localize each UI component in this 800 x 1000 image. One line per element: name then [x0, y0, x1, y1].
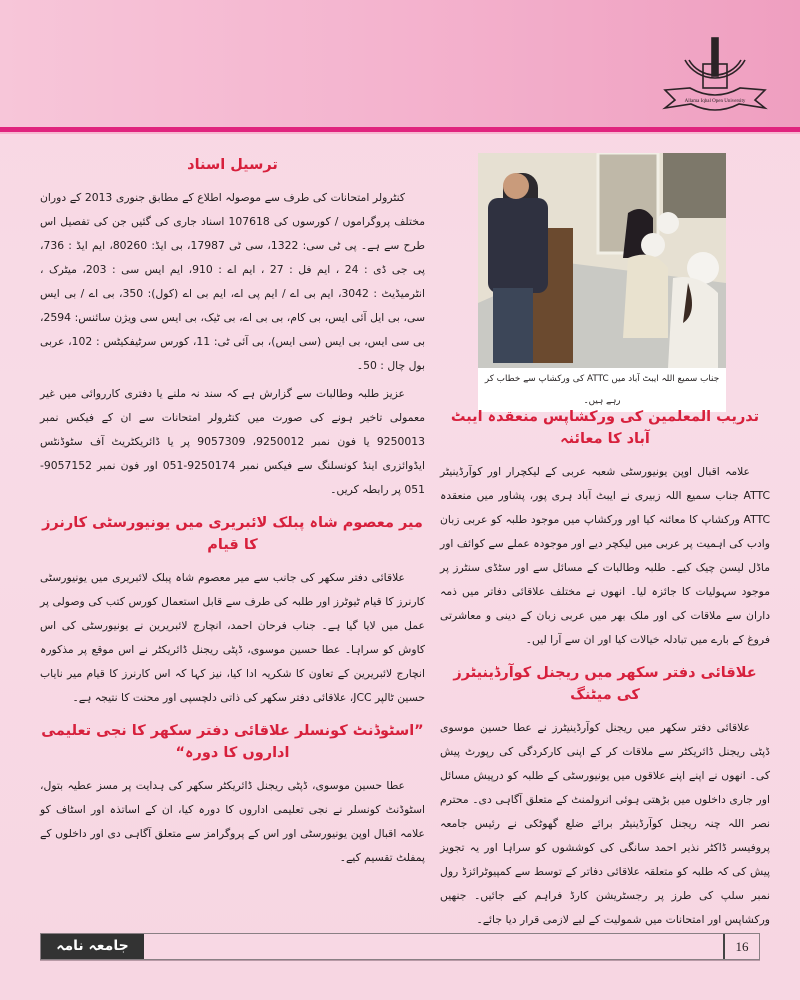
text-line: تعاون کا شکریہ ادا کیا، نیز کہا کہ اس کارنرز کا قیام میر نایاب حسین ٹالپر JCC، علاقائی [40, 667, 425, 704]
section-title-coordinators-meeting: علاقائی دفتر سکھر میں ریجنل کوآرڈینیٹرز کی میٹنگ [453, 665, 757, 703]
text-line: گیا ہے۔ جناب فرحان احمد، انچارج لائبریرین نے یونیورسٹی کی اس کاوش کو سراہا۔ [40, 619, 426, 656]
text-line: عطا حسین موسوی، ڈپٹی ریجنل ڈائریکٹر نے اس موقع پر مذکورہ انچارج لائبریرین کے [40, 643, 425, 680]
text-line: علاقوں میں یونیورسٹی کے طلبہ کو درپیش مسائل اور جاری داخلوں میں بڑھتی ہوئی [440, 769, 770, 806]
text-line: اور موجودہ عملے سے کوائف اور ماڈل لیسن چیک کیے۔ طلبہ وطالبات کے مسائل سے اور [440, 537, 770, 574]
text-line: تبادلہ خیالات کیا اور ان سے آرا لیں۔ [525, 633, 687, 646]
degrees-paragraph-1 [40, 186, 425, 378]
text-line: رئیس جامعہ پروفیسر ڈاکٹر نذیر احمد سانگی کی کوششوں کو سراہا اور یہ تجویز پیش کی کہ طلبہ کو [440, 817, 770, 878]
text-line: انرولمنٹ کے متعلق آگاہی دی۔ محترم نصر اللہ چنہ ریجنل کوآرڈینیٹر برائے ضلع گھوٹکی نے [440, 793, 770, 830]
text-line: معائنہ کیا اور ورکشاپ میں موجود طلبہ کو عربی زبان وادب کی اہمیت پر عربی میں لیکچر دیے [440, 513, 771, 550]
text-line: طرح سے ہے۔ پی ٹی سی: 1322، سی ٹی 17987، بی ایڈ: 80260، ایم ایڈ : [68, 239, 426, 252]
left-column [40, 144, 425, 874]
text-line: سٹڈی سنٹرز پر موجود سہولیات کا جائزہ لیا۔ انھوں نے مختلف علاقائی دفاتر میں ذمہ داران [440, 561, 770, 622]
library-paragraph [40, 566, 425, 710]
text-line: علامہ اقبال اوپن یونیورسٹی شعبہ عربی کے لیکچرار اور کوآرڈینیٹر ATTC [440, 465, 770, 502]
workshop-photo [478, 153, 726, 368]
text-line: یونیورسٹی اور اس کے پروگرامز سے متعلق آگاہی دی اور داخلوں کے پمفلٹ تقسیم کیے۔ [40, 827, 425, 864]
text-line: ٹیک، بی ایس سی ویژن سائنس: 2594، بی سی ایس، بی ایس (سی ایس)، بی آئی [40, 311, 426, 348]
text-line: علاقائی دفتر سکھر میں ریجنل کوآرڈینیٹرز نے عطا حسین موسوی ڈپٹی ریجنل [440, 721, 770, 758]
page-number: 16 [723, 934, 759, 959]
text-line: (کول): 350، بی اے / بی ایس سی، بی ایل آئی ایس، بی کام، بی بی اے، بی [40, 287, 425, 324]
text-line: سے ملاقات کی اور ملک بھر میں عربی زبان کے دینی و معاشرتی فروغ کے بارے میں [440, 609, 770, 646]
text-line: دفتر سکھر کی ذاتی دلچسپی اور محنت کا نتیجہ ہے۔ [72, 691, 310, 704]
degrees-paragraph-2 [40, 382, 425, 502]
text-line: 736، پی جی ڈی : 24 ، ایم فل : 27 ، ایم اے : 910، ایم ایس سی : [40, 239, 425, 276]
text-line: جناب سمیع اللہ زبیری نے ایبٹ آباد ہری پور، پشاور میں منعقدہ ATTC ورکشاپ کا [440, 489, 770, 526]
text-line: اسٹوڈنٹ کونسلر نے نجی تعلیمی اداروں کا دورہ کیا، ان کے اساتذہ اور اسٹاف کو علامہ اقبال اوپن [40, 803, 426, 840]
text-line: متعلقہ علاقائی دفاتر کے توسط سے کمپیوٹرائزڈ رول نمبر سلپ کی طرز پر رجسٹریشن کارڈ [440, 865, 770, 902]
header-divider-light [0, 132, 800, 134]
text-line: عزیز طلبہ وطالبات سے گزارش ہے کہ سند نہ ملنے یا دفتری کارروائی میں غیر [40, 387, 405, 400]
text-line: علاقائی دفتر سکھر کی جانب سے میر معصوم شاہ پبلک لائبریری میں یونیورسٹی [40, 571, 405, 584]
text-line: کریں۔ [330, 483, 359, 496]
section-title-attc-workshop: تدریب المعلمین کی ورکشاپس منعقدہ ایبٹ آباد کا معائنہ [450, 409, 760, 447]
meeting-paragraph [440, 716, 770, 932]
text-line: کارنرز کا قیام ٹیوٹرز اور طلبہ کی طرف سے قابل استعمال کورس کتب کی وصولی پر عمل میں لایا [40, 595, 425, 632]
magazine-brand: جامعہ نامہ [41, 934, 144, 959]
text-line: معمولی تاخیر ہونے کی صورت میں کنٹرولر امتحانات سے ان کے فیکس نمبر 9250013 یا [40, 411, 426, 448]
photo-caption: جناب سمیع اللہ ایبٹ آباد میں ATTC کی ورکشاپ سے خطاب کر رہے ہیں۔ [478, 368, 726, 412]
text-line: 203، میٹرک ، انٹرمیڈیٹ : 3042، ایم بی اے / ایم پی اے، ایم بی اے [40, 263, 426, 300]
right-column [440, 396, 770, 936]
text-line: ٹی: 11، کورس سرٹیفکیٹس : 102، عربی بول چال : 50۔ [40, 335, 425, 372]
svg-text:Allama Iqbal Open University: Allama Iqbal Open University [684, 99, 746, 104]
text-line: فون نمبر 9250012، 9057309 پر یا ڈائریکٹریٹ آف سٹوڈنٹس ایڈوائزری اینڈ [40, 435, 426, 472]
text-line: جائے۔ [476, 913, 503, 926]
text-line: فراہم کیے جائیں۔ جنھیں ورکشاپس اور امتحانات میں شمولیت کے لیے لازمی قرار دیا [440, 889, 770, 926]
text-line: کنٹرولر امتحانات کی طرف سے موصولہ اطلاع کے مطابق جنوری 2013 کے [69, 191, 405, 204]
footer-bar [40, 933, 760, 960]
counselor-paragraph [40, 774, 425, 870]
text-line: عطا حسین موسوی، ڈپٹی ریجنل ڈائریکٹر سکھر کی ہدایت پر مسز عطیہ بتول، [40, 779, 405, 792]
section-title-degrees: ترسیل اسناد [187, 157, 278, 173]
university-logo [655, 30, 775, 125]
text-line: ڈائریکٹر سے ملاقات کر کے اپنی کارکردگی کی رپورٹ پیش کی۔ انھوں نے اپنے اپنے [440, 745, 770, 782]
text-line: کونسلنگ سے فیکس نمبر 9250174-051 اور فون نمبر 9057152-051 پر رابطہ [40, 459, 425, 496]
section-title-library-corners: میر معصوم شاہ پبلک لائبریری میں یونیورسٹی کارنرز کا قیام [42, 515, 423, 553]
attc-paragraph [440, 460, 770, 652]
section-title-counselor-visit: ”اسٹوڈنٹ کونسلر علاقائی دفتر سکھر کا نجی تعلیمی اداروں کا دورہ“ [41, 723, 424, 761]
text-line: دوران مختلف پروگراموں / کورسوں کی 107618 اسناد جاری کی گئیں جن کی تفصیل اس [40, 191, 425, 228]
